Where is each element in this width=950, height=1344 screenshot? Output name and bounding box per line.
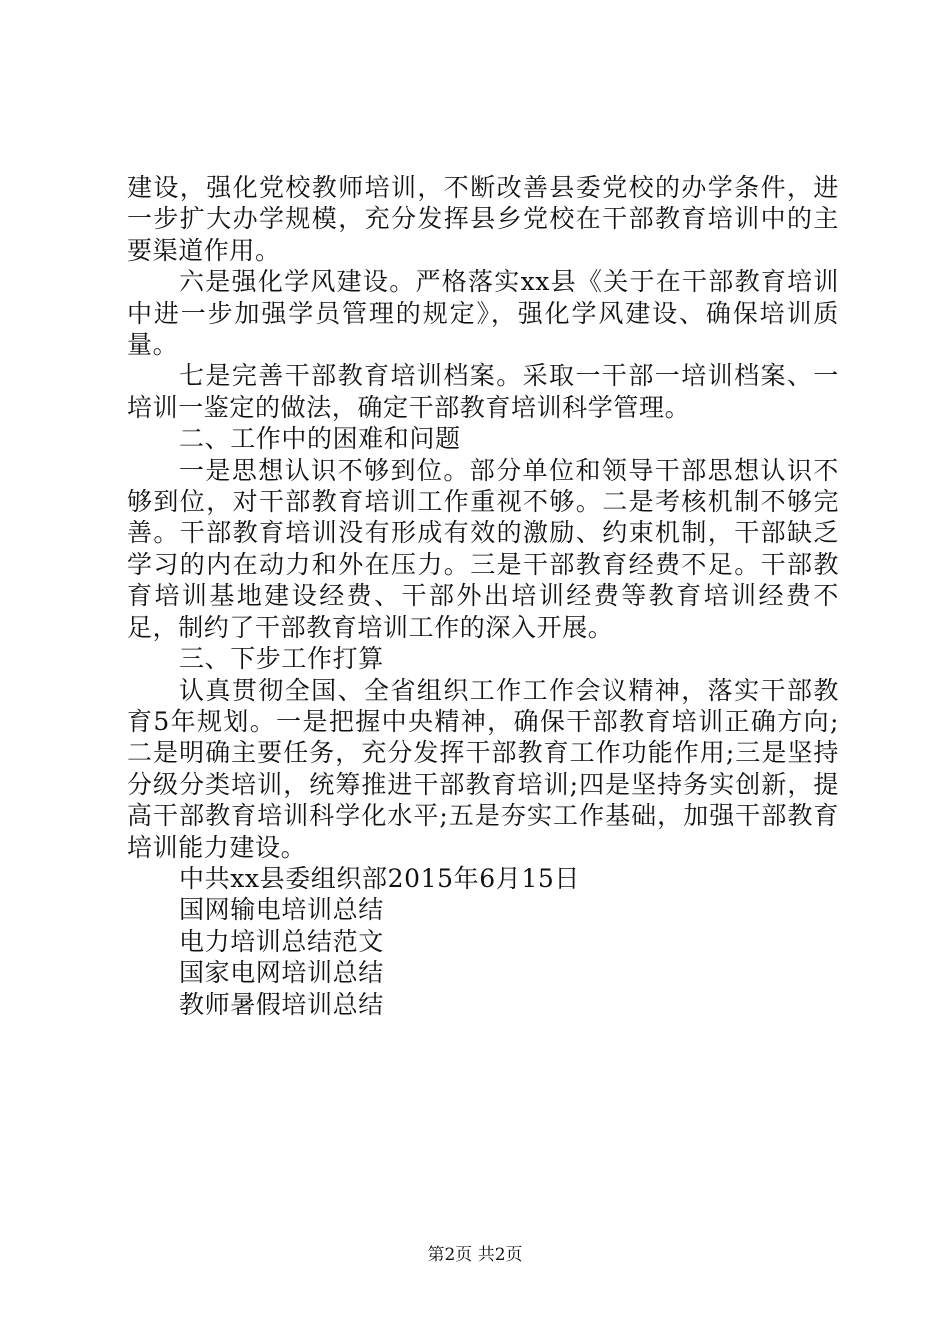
- section-heading-next-steps: 三、下步工作打算: [179, 644, 384, 674]
- paragraph-next-steps: 认真贯彻全国、全省组织工作工作会议精神，落实干部教育5年规划。一是把握中央精神，确保干部教育培训正确方向;二是明确主要任务，充分发挥干部教育工作功能作用;三是坚持分级分类培训，统筹推进干部教育培训;四是坚持务实创新，提高干部教育培训科学化水平;五是夯实工作基础，加强干部教育培训能力建设。: [127, 675, 839, 862]
- related-title-2: 电力培训总结范文: [179, 926, 384, 956]
- related-title-1: 国网输电培训总结: [179, 895, 384, 925]
- paragraph-continuation: 建设，强化党校教师培训，不断改善县委党校的办学条件，进一步扩大办学规模，充分发挥县乡党校在干部教育培训中的主要渠道作用。: [127, 173, 839, 265]
- paragraph-training-archive: 七是完善干部教育培训档案。采取一干部一培训档案、一培训一鉴定的做法，确定干部教育培训科学管理。: [127, 361, 839, 422]
- page-number-footer: 第2页 共2页: [427, 1245, 523, 1265]
- related-title-4: 教师暑假培训总结: [179, 989, 384, 1019]
- section-heading-difficulties: 二、工作中的困难和问题: [179, 424, 461, 454]
- paragraph-study-style: 六是强化学风建设。严格落实xx县《关于在干部教育培训中进一步加强学员管理的规定》，强化学风建设、确保培训质量。: [127, 267, 839, 360]
- related-title-3: 国家电网培训总结: [179, 958, 384, 988]
- document-body: [127, 172, 839, 1020]
- signature-date-line: 中共xx县委组织部2015年6月15日: [179, 863, 580, 893]
- paragraph-difficulties: 一是思想认识不够到位。部分单位和领导干部思想认识不够到位，对干部教育培训工作重视不够。二是考核机制不够完善。干部教育培训没有形成有效的激励、约束机制，干部缺乏学习的内在动力和外在压力。三是干部教育经费不足。干部教育培训基地建设经费、干部外出培训经费等教育培训经费不足，制约了干部教育培训工作的深入开展。: [127, 455, 839, 642]
